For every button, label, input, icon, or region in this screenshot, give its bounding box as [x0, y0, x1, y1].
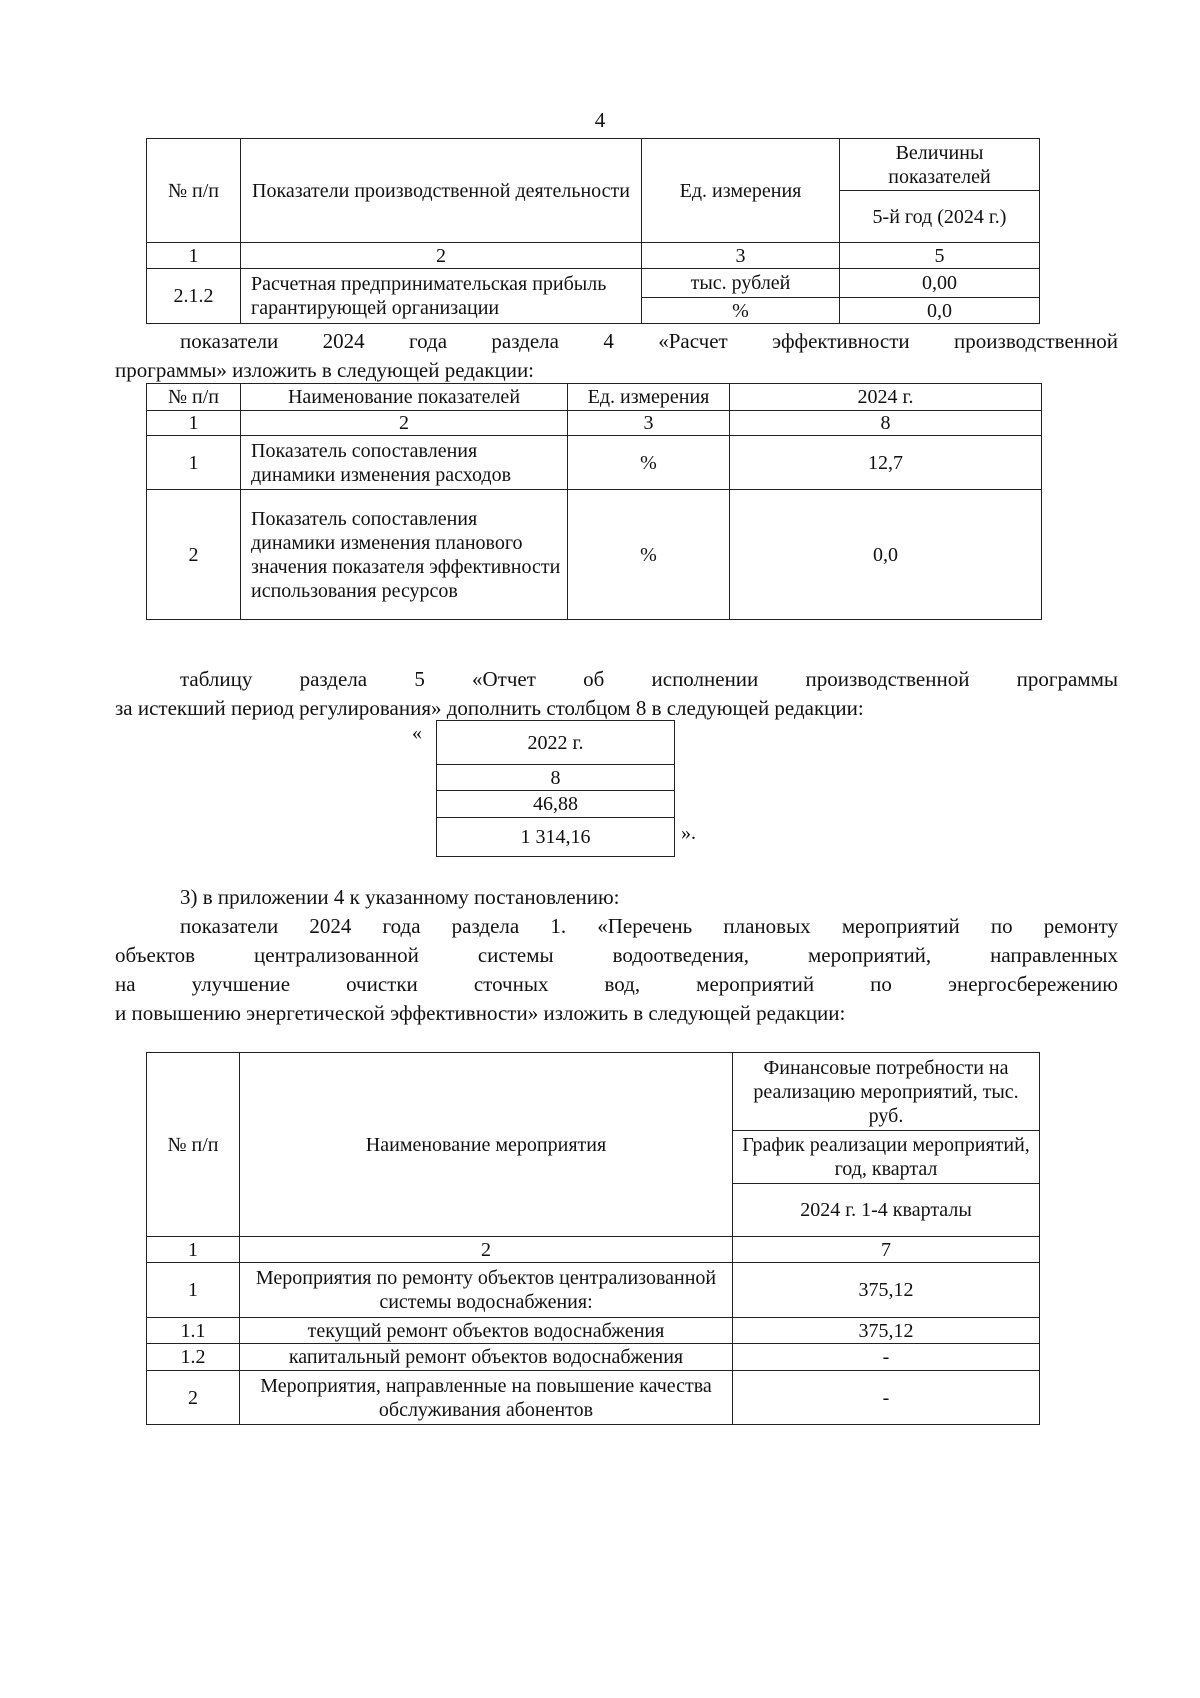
- col-number: 8: [730, 411, 1042, 436]
- production-indicators-table: [146, 138, 1040, 324]
- row-name: Показатель сопоставления динамики изменения планового значения показателя эффективности использования ресурсов: [241, 490, 568, 620]
- row-value: 1 314,16: [437, 818, 675, 857]
- col-number: 1: [147, 243, 241, 269]
- row-num: 2.1.2: [147, 269, 241, 324]
- row-unit: %: [568, 490, 730, 620]
- row-name: Мероприятия, направленные на повышение качества обслуживания абонентов: [240, 1371, 733, 1425]
- text-line: объектов централизованной системы водоотведения, мероприятий, направленных: [115, 943, 1118, 967]
- row-value: 0,00: [840, 269, 1040, 298]
- text-line: программы» изложить в следующей редакции:: [115, 358, 535, 382]
- row-value: -: [733, 1344, 1040, 1371]
- text-line: и повышению энергетической эффективности» изложить в следующей редакции:: [115, 1001, 846, 1025]
- row-num: 2: [147, 1371, 240, 1425]
- col-number: 5: [840, 243, 1040, 269]
- col-number: 7: [733, 1237, 1040, 1263]
- header-unit: Ед. измерения: [642, 139, 840, 243]
- col-number: 2: [241, 411, 568, 436]
- header-period: 2024 г. 1-4 кварталы: [733, 1184, 1040, 1237]
- list-item: 3) в приложении 4 к указанному постановлению:: [180, 885, 620, 909]
- row-value: 12,7: [730, 436, 1042, 490]
- header-values: Величины показателей: [840, 139, 1040, 191]
- row-name: Показатель сопоставления динамики изменения расходов: [241, 436, 568, 490]
- col-number: 2: [240, 1237, 733, 1263]
- efficiency-table: [146, 383, 1042, 620]
- header-indicator: Показатели производственной деятельности: [241, 139, 642, 243]
- row-unit: тыс. рублей: [642, 269, 840, 298]
- row-value: -: [733, 1371, 1040, 1425]
- header-num: № п/п: [147, 1053, 240, 1237]
- col-number: 1: [147, 1237, 240, 1263]
- row-value: 0,0: [840, 298, 1040, 324]
- col-number: 1: [147, 411, 241, 436]
- header-year: 2022 г.: [437, 721, 675, 765]
- open-quote: «: [412, 722, 422, 744]
- header-year: 2024 г.: [730, 384, 1042, 411]
- header-year: 5-й год (2024 г.): [840, 191, 1040, 243]
- row-unit: %: [568, 436, 730, 490]
- header-schedule: График реализации мероприятий, год, квартал: [733, 1131, 1040, 1184]
- row-name: капитальный ремонт объектов водоснабжения: [240, 1344, 733, 1371]
- header-name: Наименование показателей: [241, 384, 568, 411]
- row-num: 1: [147, 1263, 240, 1318]
- col-number: 8: [437, 765, 675, 791]
- header-name: Наименование мероприятия: [240, 1053, 733, 1237]
- row-num: 2: [147, 490, 241, 620]
- col-number: 3: [642, 243, 840, 269]
- text-line: показатели 2024 года раздела 1. «Перечень плановых мероприятий по ремонту: [180, 914, 1118, 938]
- close-mark: ».: [681, 822, 696, 844]
- header-num: № п/п: [147, 139, 241, 243]
- header-unit: Ед. измерения: [568, 384, 730, 411]
- text-line: за истекший период регулирования» дополнить столбцом 8 в следующей редакции:: [115, 696, 864, 720]
- paragraph-appendix4: [115, 883, 1118, 1028]
- col-number: 2: [241, 243, 642, 269]
- row-name: Расчетная предпринимательская прибыль гарантирующей организации: [241, 269, 642, 324]
- row-num: 1: [147, 436, 241, 490]
- paragraph-section5: [115, 665, 1118, 723]
- row-unit: %: [642, 298, 840, 324]
- row-value: 375,12: [733, 1263, 1040, 1318]
- header-num: № п/п: [147, 384, 241, 411]
- row-name: текущий ремонт объектов водоснабжения: [240, 1318, 733, 1344]
- text-line: таблицу раздела 5 «Отчет об исполнении производственной программы: [180, 667, 1118, 691]
- header-finance: Финансовые потребности на реализацию мероприятий, тыс. руб.: [733, 1053, 1040, 1131]
- col-number: 3: [568, 411, 730, 436]
- paragraph-section4: [115, 327, 1118, 385]
- measures-table: [146, 1052, 1040, 1425]
- row-value: 375,12: [733, 1318, 1040, 1344]
- text-line: на улучшение очистки сточных вод, мероприятий по энергосбережению: [115, 972, 1118, 996]
- text-line: показатели 2024 года раздела 4 «Расчет эффективности производственной: [180, 329, 1118, 353]
- page-number: 4: [594, 108, 606, 132]
- row-value: 0,0: [730, 490, 1042, 620]
- column8-table: [436, 720, 675, 857]
- row-value: 46,88: [437, 791, 675, 818]
- row-num: 1.2: [147, 1344, 240, 1371]
- row-name: Мероприятия по ремонту объектов централизованной системы водоснабжения:: [240, 1263, 733, 1318]
- row-num: 1.1: [147, 1318, 240, 1344]
